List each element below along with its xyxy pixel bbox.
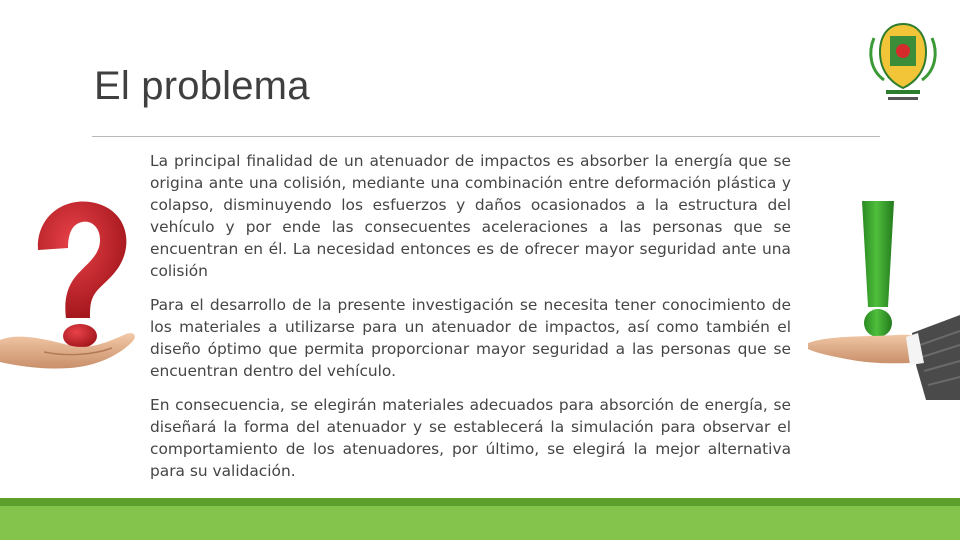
exclamation-mark-on-hand-icon <box>800 195 960 400</box>
paragraph-research: Para el desarrollo de la presente investigación se necesita tener conocimiento de los materiales a utilizarse para un atenuador de impactos, así como también el diseño óptimo que permita proporcionar mayor seguridad a las personas que se encuentran dentro del vehículo. <box>150 296 791 380</box>
title-divider <box>92 136 880 137</box>
slide-title: El problema <box>94 64 310 108</box>
paragraph-purpose: La principal finalidad de un atenuador de impactos es absorber la energía que se origina ante una colisión, mediante una combinación entre deformación plástica y colapso, disminuyendo los esfuerzos y daños ocasionados a la estructura del vehículo y por ende las consecuentes aceleraciones a las personas que se encuentran en él. La necesidad entonces es de ofrecer mayor seguridad ante una colisión <box>150 152 791 280</box>
paragraph-conclusion: En consecuencia, se elegirán materiales adecuados para absorción de energía, se diseñará la forma del atenuador y se establecerá la simulación para observar el comportamiento de los atenuadores, por último, se elegirá la mejor alternativa para su validación. <box>150 396 791 480</box>
footer-stripe <box>0 498 960 506</box>
footer-bar <box>0 498 960 540</box>
institution-emblem-icon <box>860 18 946 104</box>
question-mark-on-hand-icon <box>0 190 140 380</box>
body-content <box>150 150 791 494</box>
